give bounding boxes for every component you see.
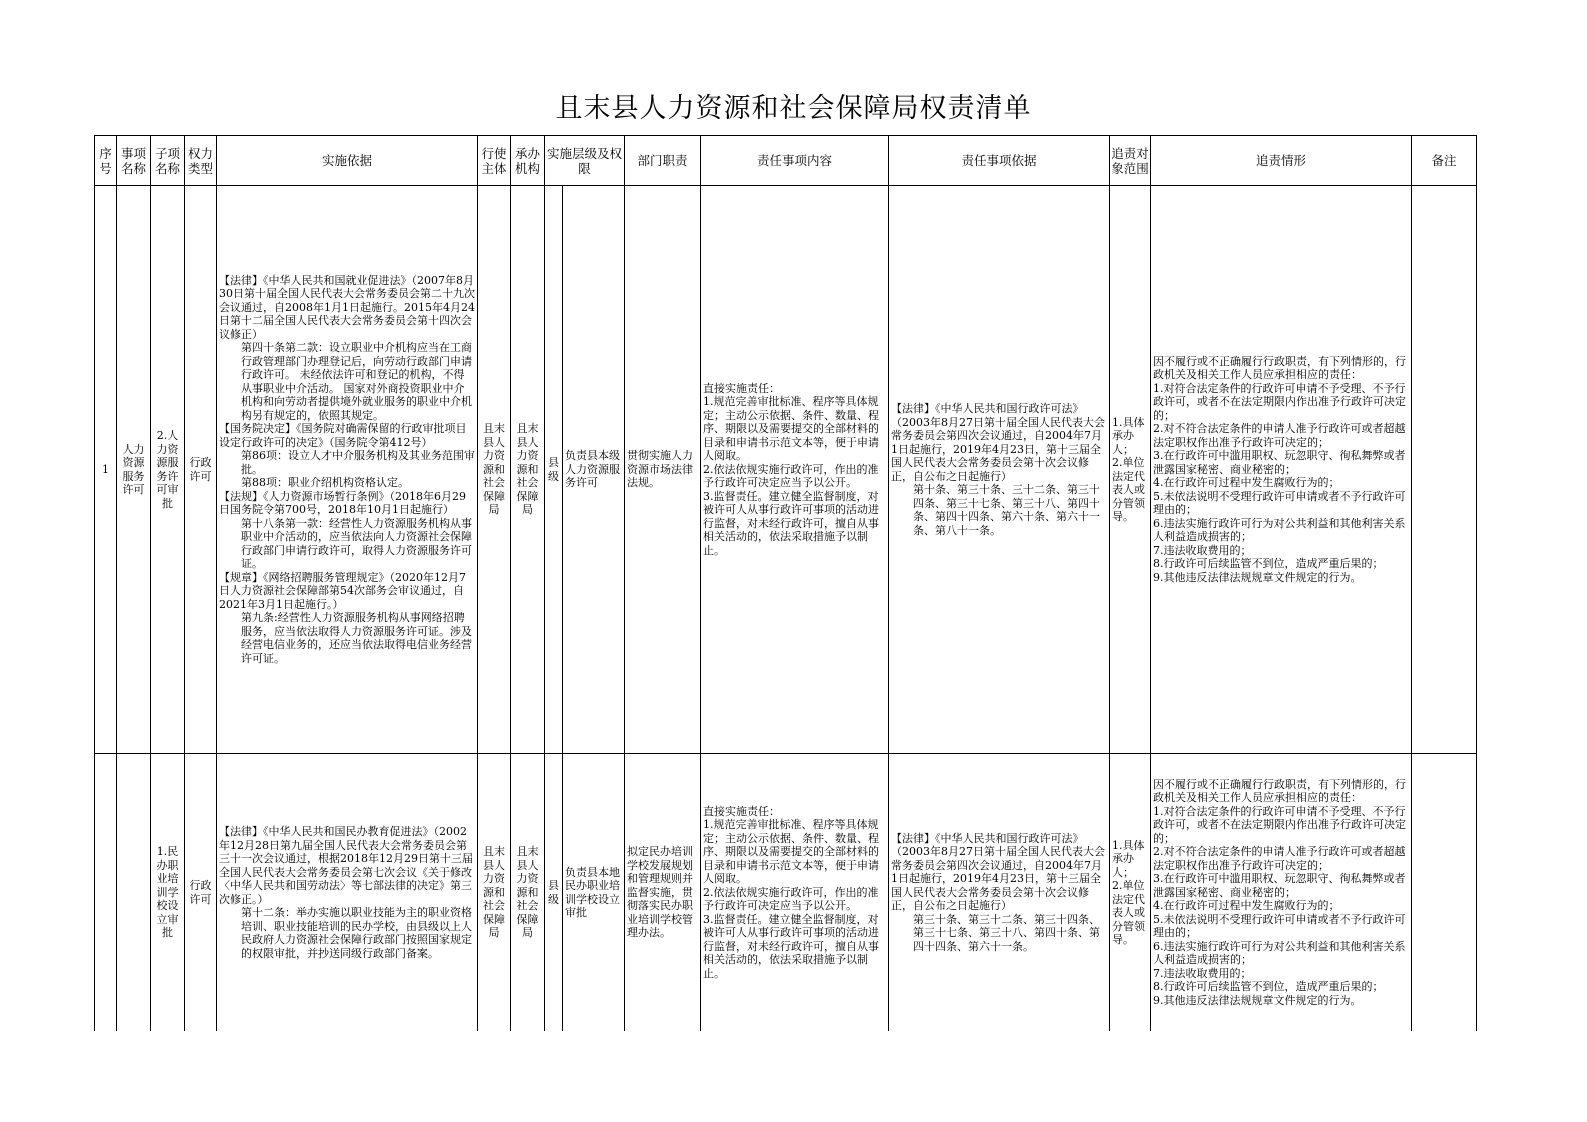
resp-basis-paragraph: 【法律】《中华人民共和国行政许可法》（2003年8月27日第十届全国人民代表大会常务委员会第四次会议通过，自2004年7月1日起施行，2019年4月23日，第十三届全国人民代表大会常务委员会第十次会议修正，自公布之日起施行） [891,831,1105,913]
cell-org: 且末县人力资源和社会保障局 [511,186,545,754]
header-basis: 实施依据 [217,136,478,186]
cell-actor: 且末县人力资源和社会保障局 [478,754,511,1032]
cell-actor: 且末县人力资源和社会保障局 [478,186,511,754]
cell-power-type: 行政许可 [185,754,217,1032]
header-situation: 追责情形 [1151,136,1412,186]
header-level: 实施层级及权限 [545,136,625,186]
header-remark: 备注 [1412,136,1477,186]
header-duty: 部门职责 [625,136,701,186]
cell-basis [217,186,478,754]
basis-paragraph: 第86项：设立人才中介服务机构及其业务范围审批。 [241,449,475,476]
cell-item-name: 人力资源服务许可 [117,186,151,754]
page-title: 且末县人力资源和社会保障局权责清单 [555,93,1032,124]
basis-paragraph: 第四十条第二款：设立职业中介机构应当在工商行政管理部门办理登记后，向劳动行政部门申请行政许可。 未经依法许可和登记的机构，不得从事职业中介活动。 国家对外商投资职业中介机构和向劳动者提供境外就业服务的职业中介机构另有规定的，依照其规定。 [241,341,472,422]
cell-duty: 拟定民办培训学校发展规划和管理规则并监督实施，贯彻落实民办职业培训学校管理办法。 [625,754,701,1032]
table-header-row [95,136,1477,186]
basis-paragraph: 【法律】《中华人民共和国民办教育促进法》（2002年12月28日第九届全国人民代表大会常务委员会第三十一次会议通过，根据2018年12月29日第十三届全国人民代表大会常务委员会第七次会议《关于修改〈中华人民共和国劳动法〉等七部法律的决定》第三次修正。） [219,825,473,906]
basis-paragraph: 【法规】《人力资源市场暂行条例》（2018年6月29日国务院令第700号，2018年10月1日起施行） [219,489,466,517]
responsibility-table [94,135,1477,1031]
cell-level-a: 县级 [545,754,563,1032]
header-actor: 行使主体 [478,136,511,186]
cell-basis [217,754,478,1032]
cell-power-type: 行政许可 [185,186,217,754]
cell-resp-basis [889,754,1110,1032]
cell-situation: 因不履行或不正确履行行政职责，有下列情形的，行政机关及相关工作人员应承担相应的责任： 1.对符合法定条件的行政许可申请不予受理、不予行政许可，或者不在法定期限内作出准予行政许可决定的； 2.对不符合法定条件的申请人准予行政许可或者超越法定职权作出准予行政许可决定的； 3.在行政许可中滥用职权、玩忽职守、徇私舞弊或者泄露国家秘密、商业秘密的； 4.在行政许可过程中发生腐败行为的； 5.未依法说明不受理行政许可申请或者不予行政许可理由的； 6.违法实施行政许可行为对公共利益和其他利害关系人利益造成损害的； 7.违法收取费用的； 8.行政许可后续监管不到位，造成严重后果的； 9.其他违反法律法规规章文件规定的行为。 [1151,186,1412,754]
cell-remark [1412,186,1477,754]
basis-paragraph: 第十八条第一款：经营性人力资源服务机构从事职业中介活动的，应当依法向人力资源社会保障行政部门申请行政许可，取得人力资源服务许可证。 [241,516,472,571]
header-resp-content: 责任事项内容 [701,136,889,186]
cell-scope: 1.具体承办人； 2.单位法定代表人或分管领导。 [1110,186,1151,754]
basis-paragraph: 【国务院决定】《国务院对确需保留的行政审批项目设定行政许可的决定》（国务院令第412号） [219,422,467,449]
cell-sub-item: 1.民办职业培训学校设立审批 [151,754,185,1032]
header-item-name: 事项名称 [117,136,151,186]
cell-sub-item: 2.人力资源服务许可审批 [151,186,185,754]
table-row [95,186,1477,754]
basis-paragraph: 第十二条：举办实施以职业技能为主的职业资格培训、职业技能培训的民办学校，由县级以上人民政府人力资源社会保障行政部门按照国家规定的权限审批，并抄送同级行政部门备案。 [241,906,472,960]
cell-seq: 1 [95,186,117,754]
cell-org: 且末县人力资源和社会保障局 [511,754,545,1032]
basis-paragraph: 【法律】《中华人民共和国就业促进法》（2007年8月30日第十届全国人民代表大会常务委员会第二十九次会议通过，自2008年1月1日起施行。2015年4月24日第十二届全国人民代表大会常务委员会第十四次会议修正） [219,273,475,341]
cell-level-b: 负责县本级人力资源服务许可 [563,186,625,754]
cell-remark [1412,754,1477,1032]
basis-paragraph: 【规章】《网络招聘服务管理规定》（2020年12月7日人力资源社会保障部第54次部务会审议通过，自2021年3月1日起施行。） [219,570,466,611]
header-scope: 追责对象范围 [1110,136,1151,186]
basis-paragraph: 第88项：职业介绍机构资格认定。 [241,476,409,490]
resp-basis-paragraph: 第三十条、第三十二条、第三十四条、第三十七条、第三十八、第四十条、第四十四条、第六十一条。 [913,912,1100,953]
header-sub-item: 子项名称 [151,136,185,186]
cell-seq [95,754,117,1032]
cell-resp-content: 直接实施责任： 1.规范完善审批标准、程序等具体规定；主动公示依据、条件、数量、程序、期限以及需要提交的全部材料的目录和申请书示范文本等，便于申请人阅取。 2.依法依规实施行政许可，作出的准予行政许可决定应当予以公开。 3.监督责任。建立健全监督制度，对被许可人从事行政许可事项的活动进行监督，对未经行政许可，擅自从事相关活动的，依法采取措施予以制止。 [701,754,889,1032]
cell-duty: 贯彻实施人力资源市场法律法规。 [625,186,701,754]
cell-item-name [117,754,151,1032]
cell-level-b: 负责县本地民办职业培训学校设立审批 [563,754,625,1032]
header-power-type: 权力类型 [185,136,217,186]
header-org: 承办机构 [511,136,545,186]
cell-resp-basis [889,186,1110,754]
header-resp-basis: 责任事项依据 [889,136,1110,186]
table-row [95,754,1477,1032]
cell-situation: 因不履行或不正确履行行政职责，有下列情形的，行政机关及相关工作人员应承担相应的责任： 1.对符合法定条件的行政许可申请不予受理、不予行政许可，或者不在法定期限内作出准予行政许可决定的； 2.对不符合法定条件的申请人准予行政许可或者超越法定职权作出准予行政许可决定的； 3.在行政许可中滥用职权、玩忽职守、徇私舞弊或者泄露国家秘密、商业秘密的； 4.在行政许可过程中发生腐败行为的； 5.未依法说明不受理行政许可申请或者不予行政许可理由的； 6.违法实施行政许可行为对公共利益和其他利害关系人利益造成损害的； 7.违法收取费用的； 8.行政许可后续监管不到位，造成严重后果的； 9.其他违反法律法规规章文件规定的行为。 [1151,754,1412,1032]
cell-resp-content: 直接实施责任： 1.规范完善审批标准、程序等具体规定；主动公示依据、条件、数量、程序、期限以及需要提交的全部材料的目录和申请书示范文本等，便于申请人阅取。 2.依法依规实施行政许可，作出的准予行政许可决定应当予以公开。 3.监督责任。建立健全监督制度，对被许可人从事行政许可事项的活动进行监督，对未经行政许可，擅自从事相关活动的，依法采取措施予以制止。 [701,186,889,754]
resp-basis-paragraph: 【法律】《中华人民共和国行政许可法》（2003年8月27日第十届全国人民代表大会常务委员会第四次会议通过，自2004年7月1日起施行，2019年4月23日，第十三届全国人民代表大会常务委员会第十次会议修正，自公布之日起施行） [891,402,1105,483]
cell-scope: 1.具体承办人； 2.单位法定代表人或分管领导。 [1110,754,1151,1032]
header-seq: 序号 [95,136,117,186]
resp-basis-paragraph: 第十条、第三十条、三十二条、第三十四条、第三十七条、第三十八、第四十条、第四十四条、第六十条、第六十一条、第八十一条。 [913,483,1100,537]
cell-level-a: 县级 [545,186,563,754]
basis-paragraph: 第九条:经营性人力资源服务机构从事网络招聘服务，应当依法取得人力资源服务许可证。涉及经营电信业务的，还应当依法取得电信业务经营许可证。 [241,611,472,665]
